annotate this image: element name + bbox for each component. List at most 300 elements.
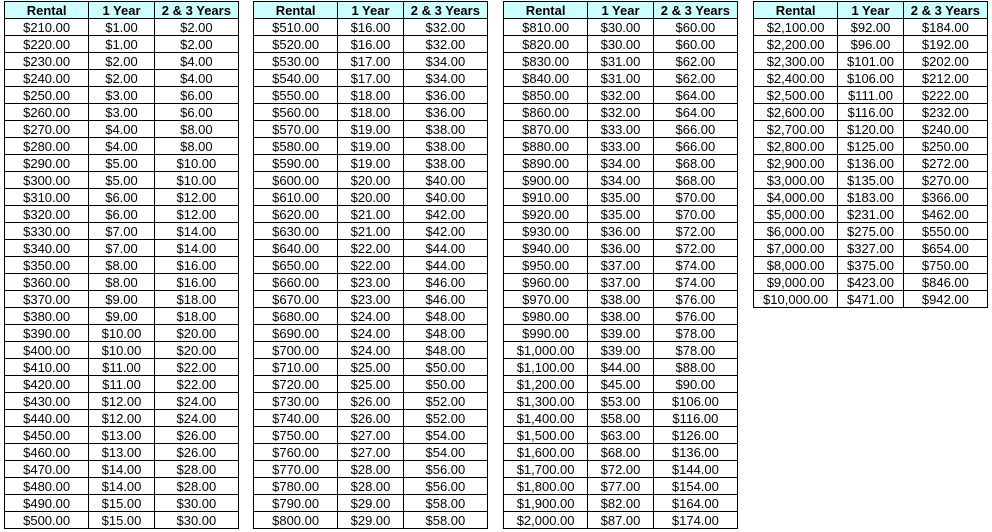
two-three-years-cell: $72.00 <box>653 223 737 240</box>
rental-cell: $360.00 <box>5 274 89 291</box>
one-year-cell: $63.00 <box>588 427 654 444</box>
one-year-cell: $375.00 <box>838 257 904 274</box>
two-three-years-cell: $34.00 <box>403 70 487 87</box>
rental-cell: $440.00 <box>5 410 89 427</box>
table-row <box>5 291 239 308</box>
two-three-years-cell: $34.00 <box>403 53 487 70</box>
two-three-years-cell: $18.00 <box>154 291 238 308</box>
one-year-header: 1 Year <box>588 2 654 19</box>
rental-header: Rental <box>504 2 588 19</box>
rental-cell: $680.00 <box>254 308 338 325</box>
two-three-years-cell: $76.00 <box>653 308 737 325</box>
one-year-cell: $5.00 <box>89 172 155 189</box>
two-three-years-cell: $272.00 <box>903 155 987 172</box>
two-three-years-cell: $250.00 <box>903 138 987 155</box>
one-year-cell: $3.00 <box>89 104 155 121</box>
one-year-cell: $327.00 <box>838 240 904 257</box>
table-row <box>254 308 488 325</box>
rental-cell: $410.00 <box>5 359 89 376</box>
rental-cell: $730.00 <box>254 393 338 410</box>
table-row <box>5 359 239 376</box>
table-row <box>254 36 488 53</box>
table-row <box>254 257 488 274</box>
table-row <box>254 138 488 155</box>
rental-cell: $7,000.00 <box>754 240 838 257</box>
rental-cell: $230.00 <box>5 53 89 70</box>
one-year-cell: $17.00 <box>338 53 404 70</box>
rental-cell: $290.00 <box>5 155 89 172</box>
table-row <box>254 512 488 529</box>
one-year-cell: $35.00 <box>588 189 654 206</box>
two-three-years-cell: $136.00 <box>653 444 737 461</box>
two-three-years-cell: $154.00 <box>653 478 737 495</box>
table-row <box>254 359 488 376</box>
two-three-years-cell: $846.00 <box>903 274 987 291</box>
two-three-years-cell: $38.00 <box>403 121 487 138</box>
table-row <box>5 19 239 36</box>
two-three-years-cell: $78.00 <box>653 342 737 359</box>
table-row <box>754 70 988 87</box>
one-year-cell: $19.00 <box>338 155 404 172</box>
two-three-years-cell: $14.00 <box>154 223 238 240</box>
table-row <box>5 410 239 427</box>
two-three-years-cell: $8.00 <box>154 121 238 138</box>
rental-cell: $220.00 <box>5 36 89 53</box>
one-year-cell: $24.00 <box>338 342 404 359</box>
two-three-years-cell: $70.00 <box>653 189 737 206</box>
table-row <box>504 189 738 206</box>
one-year-cell: $38.00 <box>588 291 654 308</box>
one-year-cell: $2.00 <box>89 53 155 70</box>
two-three-years-cell: $64.00 <box>653 87 737 104</box>
one-year-cell: $111.00 <box>838 87 904 104</box>
two-three-years-cell: $16.00 <box>154 257 238 274</box>
one-year-cell: $22.00 <box>338 257 404 274</box>
rental-cell: $2,800.00 <box>754 138 838 155</box>
table-row <box>504 36 738 53</box>
rental-cell: $480.00 <box>5 478 89 495</box>
table-row <box>254 342 488 359</box>
table-row <box>754 189 988 206</box>
table-row <box>254 53 488 70</box>
table-row <box>504 223 738 240</box>
one-year-cell: $44.00 <box>588 359 654 376</box>
rental-header: Rental <box>254 2 338 19</box>
two-three-years-cell: $4.00 <box>154 70 238 87</box>
table-row <box>754 172 988 189</box>
table-row <box>504 512 738 529</box>
table-row <box>5 172 239 189</box>
one-year-cell: $23.00 <box>338 291 404 308</box>
one-year-cell: $120.00 <box>838 121 904 138</box>
table-row <box>504 427 738 444</box>
table-row <box>504 444 738 461</box>
two-three-years-cell: $144.00 <box>653 461 737 478</box>
rental-cell: $810.00 <box>504 19 588 36</box>
two-three-years-cell: $42.00 <box>403 223 487 240</box>
one-year-cell: $36.00 <box>588 223 654 240</box>
two-three-years-cell: $46.00 <box>403 274 487 291</box>
rental-cell: $2,000.00 <box>504 512 588 529</box>
rate-table-4 <box>753 1 988 308</box>
one-year-cell: $11.00 <box>89 359 155 376</box>
rental-cell: $460.00 <box>5 444 89 461</box>
rental-cell: $280.00 <box>5 138 89 155</box>
table-row <box>754 206 988 223</box>
two-three-years-cell: $126.00 <box>653 427 737 444</box>
two-three-years-cell: $74.00 <box>653 257 737 274</box>
rental-cell: $470.00 <box>5 461 89 478</box>
rental-cell: $540.00 <box>254 70 338 87</box>
one-year-cell: $23.00 <box>338 274 404 291</box>
one-year-cell: $30.00 <box>588 19 654 36</box>
one-year-cell: $24.00 <box>338 308 404 325</box>
one-year-cell: $77.00 <box>588 478 654 495</box>
table-row <box>254 410 488 427</box>
table-row <box>5 121 239 138</box>
table-row <box>504 478 738 495</box>
rental-cell: $660.00 <box>254 274 338 291</box>
rental-cell: $950.00 <box>504 257 588 274</box>
rental-cell: $4,000.00 <box>754 189 838 206</box>
rental-header: Rental <box>5 2 89 19</box>
table-row <box>5 495 239 512</box>
two-three-years-cell: $56.00 <box>403 461 487 478</box>
two-three-years-cell: $222.00 <box>903 87 987 104</box>
rental-cell: $1,500.00 <box>504 427 588 444</box>
rental-cell: $340.00 <box>5 240 89 257</box>
one-year-cell: $21.00 <box>338 223 404 240</box>
rental-cell: $620.00 <box>254 206 338 223</box>
one-year-cell: $16.00 <box>338 36 404 53</box>
two-three-years-cell: $74.00 <box>653 274 737 291</box>
two-three-years-cell: $366.00 <box>903 189 987 206</box>
two-three-years-cell: $62.00 <box>653 53 737 70</box>
two-three-years-cell: $52.00 <box>403 410 487 427</box>
one-year-cell: $7.00 <box>89 223 155 240</box>
rental-cell: $560.00 <box>254 104 338 121</box>
one-year-cell: $28.00 <box>338 478 404 495</box>
rental-cell: $990.00 <box>504 325 588 342</box>
one-year-cell: $18.00 <box>338 104 404 121</box>
table-row <box>504 274 738 291</box>
rental-cell: $570.00 <box>254 121 338 138</box>
table-row <box>504 342 738 359</box>
one-year-cell: $20.00 <box>338 189 404 206</box>
table-row <box>504 155 738 172</box>
two-three-years-cell: $8.00 <box>154 138 238 155</box>
table-row <box>504 393 738 410</box>
two-three-years-cell: $30.00 <box>154 512 238 529</box>
header-row <box>254 2 488 19</box>
table-row <box>5 342 239 359</box>
one-year-cell: $22.00 <box>338 240 404 257</box>
table-row <box>504 257 738 274</box>
one-year-cell: $12.00 <box>89 393 155 410</box>
two-three-years-cell: $38.00 <box>403 138 487 155</box>
rate-table-2 <box>253 1 488 529</box>
two-three-years-cell: $48.00 <box>403 342 487 359</box>
two-three-years-cell: $66.00 <box>653 138 737 155</box>
rental-cell: $840.00 <box>504 70 588 87</box>
one-year-cell: $101.00 <box>838 53 904 70</box>
rental-cell: $500.00 <box>5 512 89 529</box>
header-row <box>754 2 988 19</box>
two-three-years-cell: $22.00 <box>154 376 238 393</box>
rental-cell: $750.00 <box>254 427 338 444</box>
rate-table-3 <box>503 1 738 529</box>
two-three-years-cell: $10.00 <box>154 172 238 189</box>
one-year-cell: $106.00 <box>838 70 904 87</box>
rental-cell: $310.00 <box>5 189 89 206</box>
two-three-years-cell: $28.00 <box>154 478 238 495</box>
table-row <box>254 291 488 308</box>
one-year-cell: $3.00 <box>89 87 155 104</box>
two-three-years-cell: $240.00 <box>903 121 987 138</box>
two-three-years-cell: $60.00 <box>653 19 737 36</box>
one-year-cell: $5.00 <box>89 155 155 172</box>
two-three-years-cell: $212.00 <box>903 70 987 87</box>
rental-cell: $520.00 <box>254 36 338 53</box>
rental-cell: $870.00 <box>504 121 588 138</box>
one-year-cell: $36.00 <box>588 240 654 257</box>
rental-cell: $2,300.00 <box>754 53 838 70</box>
one-year-cell: $31.00 <box>588 53 654 70</box>
table-row <box>5 53 239 70</box>
table-row <box>5 393 239 410</box>
table-row <box>5 70 239 87</box>
two-three-years-cell: $66.00 <box>653 121 737 138</box>
table-row <box>754 291 988 308</box>
table-row <box>504 104 738 121</box>
rental-cell: $2,100.00 <box>754 19 838 36</box>
table-row <box>254 155 488 172</box>
rental-cell: $710.00 <box>254 359 338 376</box>
two-three-years-cell: $46.00 <box>403 291 487 308</box>
table-row <box>504 325 738 342</box>
rental-cell: $2,900.00 <box>754 155 838 172</box>
table-row <box>254 189 488 206</box>
one-year-cell: $4.00 <box>89 138 155 155</box>
rental-cell: $3,000.00 <box>754 172 838 189</box>
one-year-cell: $82.00 <box>588 495 654 512</box>
two-three-years-cell: $2.00 <box>154 19 238 36</box>
one-year-cell: $19.00 <box>338 138 404 155</box>
table-row <box>504 495 738 512</box>
two-three-years-cell: $6.00 <box>154 104 238 121</box>
one-year-cell: $32.00 <box>588 104 654 121</box>
two-three-years-cell: $54.00 <box>403 444 487 461</box>
table-row <box>504 121 738 138</box>
rental-cell: $970.00 <box>504 291 588 308</box>
table-row <box>504 291 738 308</box>
rental-cell: $2,400.00 <box>754 70 838 87</box>
rental-cell: $1,800.00 <box>504 478 588 495</box>
one-year-cell: $18.00 <box>338 87 404 104</box>
two-three-years-cell: $18.00 <box>154 308 238 325</box>
table-row <box>5 461 239 478</box>
table-row <box>504 461 738 478</box>
one-year-cell: $39.00 <box>588 325 654 342</box>
one-year-header: 1 Year <box>89 2 155 19</box>
two-three-years-cell: $28.00 <box>154 461 238 478</box>
two-three-years-cell: $26.00 <box>154 427 238 444</box>
rental-cell: $320.00 <box>5 206 89 223</box>
table-row <box>254 172 488 189</box>
two-three-years-cell: $68.00 <box>653 155 737 172</box>
one-year-cell: $92.00 <box>838 19 904 36</box>
one-year-cell: $9.00 <box>89 308 155 325</box>
two-three-years-header: 2 & 3 Years <box>903 2 987 19</box>
two-three-years-cell: $4.00 <box>154 53 238 70</box>
rental-cell: $590.00 <box>254 155 338 172</box>
rental-cell: $610.00 <box>254 189 338 206</box>
table-row <box>754 240 988 257</box>
table-row <box>504 53 738 70</box>
two-three-years-cell: $56.00 <box>403 478 487 495</box>
one-year-header: 1 Year <box>838 2 904 19</box>
table-row <box>754 19 988 36</box>
rental-cell: $450.00 <box>5 427 89 444</box>
two-three-years-cell: $12.00 <box>154 189 238 206</box>
one-year-cell: $14.00 <box>89 478 155 495</box>
table-row <box>5 427 239 444</box>
rental-cell: $640.00 <box>254 240 338 257</box>
two-three-years-cell: $26.00 <box>154 444 238 461</box>
one-year-cell: $37.00 <box>588 274 654 291</box>
one-year-cell: $33.00 <box>588 138 654 155</box>
table-row <box>5 223 239 240</box>
rental-cell: $1,400.00 <box>504 410 588 427</box>
table-row <box>5 478 239 495</box>
rental-cell: $720.00 <box>254 376 338 393</box>
two-three-years-cell: $72.00 <box>653 240 737 257</box>
table-row <box>5 274 239 291</box>
rental-cell: $350.00 <box>5 257 89 274</box>
table-row <box>754 53 988 70</box>
two-three-years-cell: $88.00 <box>653 359 737 376</box>
table-row <box>754 87 988 104</box>
one-year-cell: $58.00 <box>588 410 654 427</box>
two-three-years-cell: $106.00 <box>653 393 737 410</box>
table-row <box>5 206 239 223</box>
rental-cell: $760.00 <box>254 444 338 461</box>
table-row <box>504 172 738 189</box>
one-year-cell: $7.00 <box>89 240 155 257</box>
rental-cell: $790.00 <box>254 495 338 512</box>
one-year-cell: $72.00 <box>588 461 654 478</box>
rental-cell: $2,600.00 <box>754 104 838 121</box>
table-row <box>5 444 239 461</box>
table-row <box>5 138 239 155</box>
one-year-cell: $28.00 <box>338 461 404 478</box>
table-row <box>254 223 488 240</box>
table-row <box>254 70 488 87</box>
rental-cell: $8,000.00 <box>754 257 838 274</box>
two-three-years-header: 2 & 3 Years <box>403 2 487 19</box>
rental-cell: $830.00 <box>504 53 588 70</box>
one-year-cell: $275.00 <box>838 223 904 240</box>
table-row <box>254 478 488 495</box>
two-three-years-cell: $462.00 <box>903 206 987 223</box>
rental-cell: $550.00 <box>254 87 338 104</box>
two-three-years-cell: $44.00 <box>403 257 487 274</box>
rental-cell: $2,700.00 <box>754 121 838 138</box>
one-year-cell: $30.00 <box>588 36 654 53</box>
two-three-years-cell: $78.00 <box>653 325 737 342</box>
rental-cell: $980.00 <box>504 308 588 325</box>
rental-cell: $300.00 <box>5 172 89 189</box>
two-three-years-cell: $90.00 <box>653 376 737 393</box>
one-year-cell: $17.00 <box>338 70 404 87</box>
one-year-cell: $125.00 <box>838 138 904 155</box>
one-year-cell: $35.00 <box>588 206 654 223</box>
rental-cell: $430.00 <box>5 393 89 410</box>
table-row <box>5 104 239 121</box>
one-year-cell: $136.00 <box>838 155 904 172</box>
table-row <box>504 308 738 325</box>
two-three-years-cell: $32.00 <box>403 36 487 53</box>
two-three-years-cell: $16.00 <box>154 274 238 291</box>
two-three-years-cell: $20.00 <box>154 342 238 359</box>
two-three-years-cell: $52.00 <box>403 393 487 410</box>
rental-cell: $860.00 <box>504 104 588 121</box>
one-year-cell: $9.00 <box>89 291 155 308</box>
two-three-years-cell: $32.00 <box>403 19 487 36</box>
two-three-years-cell: $202.00 <box>903 53 987 70</box>
one-year-cell: $423.00 <box>838 274 904 291</box>
table-row <box>254 19 488 36</box>
rental-cell: $510.00 <box>254 19 338 36</box>
two-three-years-header: 2 & 3 Years <box>653 2 737 19</box>
two-three-years-cell: $40.00 <box>403 172 487 189</box>
table-row <box>5 308 239 325</box>
table-row <box>504 19 738 36</box>
rental-cell: $2,200.00 <box>754 36 838 53</box>
rental-cell: $900.00 <box>504 172 588 189</box>
table-row <box>754 138 988 155</box>
one-year-cell: $37.00 <box>588 257 654 274</box>
two-three-years-cell: $76.00 <box>653 291 737 308</box>
two-three-years-cell: $164.00 <box>653 495 737 512</box>
one-year-cell: $12.00 <box>89 410 155 427</box>
two-three-years-cell: $70.00 <box>653 206 737 223</box>
one-year-cell: $24.00 <box>338 325 404 342</box>
rental-cell: $930.00 <box>504 223 588 240</box>
two-three-years-cell: $50.00 <box>403 376 487 393</box>
one-year-cell: $21.00 <box>338 206 404 223</box>
one-year-cell: $15.00 <box>89 495 155 512</box>
two-three-years-cell: $270.00 <box>903 172 987 189</box>
table-row <box>754 155 988 172</box>
one-year-cell: $45.00 <box>588 376 654 393</box>
two-three-years-cell: $64.00 <box>653 104 737 121</box>
two-three-years-cell: $58.00 <box>403 495 487 512</box>
one-year-cell: $27.00 <box>338 427 404 444</box>
one-year-cell: $10.00 <box>89 325 155 342</box>
rental-cell: $770.00 <box>254 461 338 478</box>
table-row <box>5 155 239 172</box>
rental-cell: $940.00 <box>504 240 588 257</box>
one-year-cell: $34.00 <box>588 155 654 172</box>
one-year-cell: $39.00 <box>588 342 654 359</box>
table-row <box>754 223 988 240</box>
rental-cell: $740.00 <box>254 410 338 427</box>
two-three-years-cell: $24.00 <box>154 410 238 427</box>
two-three-years-cell: $192.00 <box>903 36 987 53</box>
rental-cell: $250.00 <box>5 87 89 104</box>
one-year-cell: $6.00 <box>89 206 155 223</box>
